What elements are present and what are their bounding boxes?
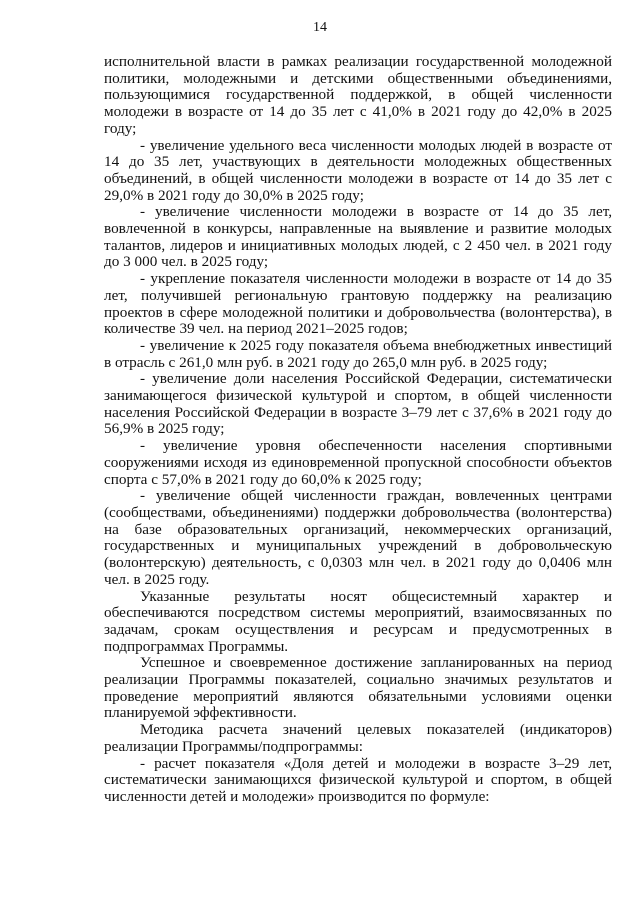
page-number: 14 xyxy=(313,20,327,35)
paragraph: Успешное и своевременное достижение запланированных на период реализации Программы показателей, социально значимых результатов и проведение мероприятий являются обязательными условиями оценки планируемой эффективности. xyxy=(104,654,612,722)
paragraph: - увеличение общей численности граждан, вовлеченных центрами (сообществами, объединениями) поддержки добровольчества (волонтерства) на базе образовательных организаций, некоммерческих организаций, государственных и муниципальных учреждений в добровольческую (волонтерскую) деятельность, с 0,0303 млн чел. в 2021 году до 0,0406 млн чел. в 2025 году. xyxy=(104,487,612,588)
paragraph: Методика расчета значений целевых показателей (индикаторов) реализации Программы/подпрограммы: xyxy=(104,721,612,755)
paragraph: - увеличение доли населения Российской Федерации, систематически занимающегося физической культурой и спортом, в общей численности населения Российской Федерации в возрасте 3–79 лет с 37,6% в 2021 году до 56,9% в 2025 году; xyxy=(104,370,612,438)
paragraph: - увеличение численности молодежи в возрасте от 14 до 35 лет, вовлеченной в конкурсы, направленные на выявление и развитие молодых талантов, лидеров и инициативных молодых людей, с 2 450 чел. в 2021 году до 3 000 чел. в 2025 году; xyxy=(104,203,612,271)
paragraph: - увеличение уровня обеспеченности населения спортивными сооружениями исходя из единовременной пропускной способности объектов спорта с 57,0% в 2021 году до 60,0% к 2025 году; xyxy=(104,437,612,488)
paragraph: исполнительной власти в рамках реализации государственной молодежной политики, молодежными и детскими общественными объединениями, пользующимися государственной поддержкой, в общей численности молодежи в возрасте от 14 до 35 лет с 41,0% в 2021 году до 42,0% в 2025 году; xyxy=(104,53,612,137)
document-body xyxy=(104,54,612,806)
paragraph: - увеличение к 2025 году показателя объема внебюджетных инвестиций в отрасль с 261,0 млн руб. в 2021 году до 265,0 млн руб. в 2025 году; xyxy=(104,336,612,371)
paragraph: - расчет показателя «Доля детей и молодежи в возрасте 3–29 лет, систематически занимающихся физической культурой и спортом, в общей численности детей и молодежи» производится по формуле: xyxy=(104,754,612,805)
paragraph: - увеличение удельного веса численности молодых людей в возрасте от 14 до 35 лет, участвующих в деятельности молодежных общественных объединений, в общей численности молодежи в возрасте от 14 до 35 лет с 29,0% в 2021 году до 30,0% в 2025 году; xyxy=(104,136,612,204)
paragraph: - укрепление показателя численности молодежи в возрасте от 14 до 35 лет, получившей региональную грантовую поддержку на реализацию проектов в сфере молодежной политики и добровольчества (волонтерства), в количестве 39 чел. на период 2021–2025 годов; xyxy=(104,270,612,338)
paragraph: Указанные результаты носят общесистемный характер и обеспечиваются посредством системы мероприятий, взаимосвязанных по задачам, срокам осуществления и ресурсам и предусмотренных в подпрограммах Программы. xyxy=(104,587,612,655)
